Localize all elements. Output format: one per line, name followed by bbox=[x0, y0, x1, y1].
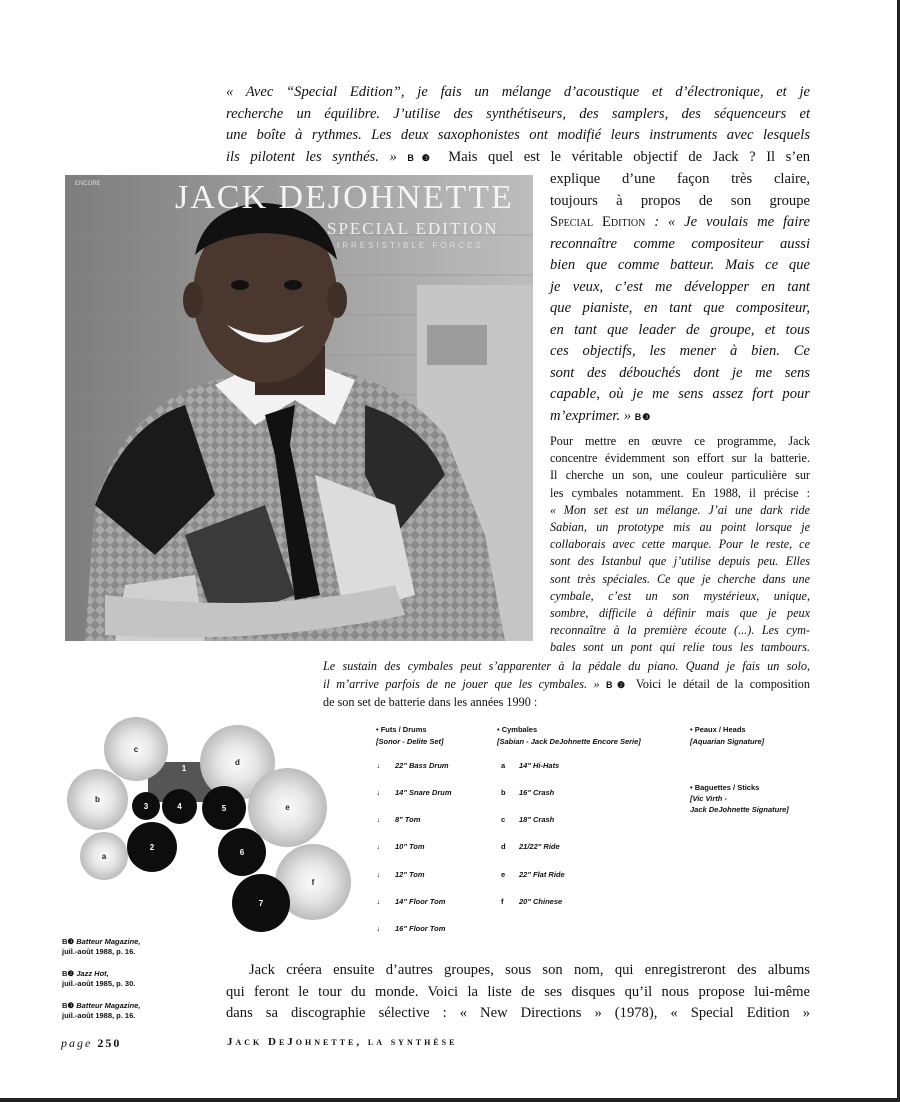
cymbal-item: 14" Hi-Hats bbox=[519, 761, 560, 770]
note-icon: ♩ bbox=[377, 815, 385, 824]
quote-right-line-1: explique d’une façon très claire, bbox=[550, 171, 810, 187]
cymbal-letter: c bbox=[501, 815, 506, 824]
source-date: juil.-août 1988, p. 16. bbox=[62, 947, 136, 956]
paragraph-line: Pour mettre en œuvre ce programme, Jack bbox=[550, 434, 810, 448]
quote-right-line: que pianiste, en tant que compositeur, bbox=[550, 300, 810, 316]
paragraph-line: sombre, difficile à définir mais que je peux bbox=[550, 606, 810, 621]
source-ref: B❸ bbox=[407, 152, 438, 163]
album-cover-photo bbox=[65, 175, 533, 641]
paragraph-line: reconnaître à la première écoute (...). Les cym- bbox=[550, 623, 810, 638]
cymbal-e: e bbox=[248, 768, 327, 847]
tom-4: 4 bbox=[162, 789, 197, 824]
paragraph-discography bbox=[226, 960, 810, 1025]
source-title: Batteur Magazine, bbox=[76, 1001, 141, 1010]
source-notes bbox=[62, 937, 182, 1033]
paragraph-kit-intro bbox=[323, 658, 810, 712]
paragraph-line: concentre évidemment son effort sur la batterie. bbox=[550, 451, 810, 466]
heads-header bbox=[690, 724, 764, 748]
cymbal-letter: d bbox=[501, 842, 506, 851]
quote-right-line: en tant que leader de groupe, et tous bbox=[550, 321, 810, 338]
sticks-brand-2: Jack DeJohnette Signature] bbox=[690, 805, 789, 814]
quote-right-line: je veux, c’est me développer en tant bbox=[550, 278, 810, 295]
quote-top-line-4-italic: ils pilotent les synthés. » bbox=[226, 148, 408, 165]
drum-row bbox=[377, 842, 425, 852]
paragraph-line: sont des Istanbul que j’utilise depuis peu. Elles bbox=[550, 554, 810, 569]
bass-drum: 1 bbox=[148, 762, 220, 802]
sticks-header bbox=[690, 782, 789, 815]
cymbal-row bbox=[501, 842, 560, 852]
quote-right bbox=[550, 169, 810, 428]
cymbal-letter: a bbox=[501, 761, 506, 770]
paragraph-line: de son set de batterie dans les années 1990 : bbox=[323, 695, 538, 710]
paragraph-line: « Mon set est un mélange. J’ai une dark ride bbox=[550, 502, 810, 517]
sticks-title: • Baguettes / Sticks bbox=[690, 783, 760, 792]
cymbal-d: d bbox=[200, 725, 275, 800]
snare-drum-2: 2 bbox=[127, 822, 177, 872]
paragraph-line: sont très spéciales. Ce que je cherche dans une bbox=[550, 571, 810, 586]
drums-brand: [Sonor - Delite Set] bbox=[376, 737, 444, 746]
paragraph-cymbals bbox=[550, 433, 810, 657]
paragraph-line: cymbale, c’est un son mystérieux, unique, bbox=[550, 588, 810, 603]
cymbals-title: • Cymbales bbox=[497, 725, 538, 734]
paragraph-line: bales sont un pont qui relie tous les tambours. bbox=[550, 640, 810, 655]
drum-item: 14" Snare Drum bbox=[395, 788, 452, 797]
cymbal-row bbox=[501, 815, 554, 825]
paragraph-line: Jack créera ensuite d’autres groupes, sous son nom, qui enregistreront des albums bbox=[249, 962, 810, 978]
quote-right-line: bien que comme batteur. Mais ce que bbox=[550, 257, 810, 273]
quote-right-line: ces objectifs, les mener à bien. Ce bbox=[550, 343, 810, 359]
paragraph-line-normal: Voici le détail de la composition bbox=[629, 676, 810, 691]
note-icon: ♩ bbox=[377, 924, 385, 933]
drum-row bbox=[377, 870, 425, 880]
cymbal-item: 22" Flat Ride bbox=[519, 870, 565, 879]
source-ref: B❷ bbox=[62, 969, 75, 978]
quote-right-line: capable, où je me sens assez fort pour bbox=[550, 386, 810, 402]
cymbal-item: 20" Chinese bbox=[519, 897, 563, 906]
note-icon: ♩ bbox=[377, 761, 385, 770]
page-num: 250 bbox=[97, 1036, 122, 1050]
quote-right-line-3-rest: : « Je voulais me faire bbox=[645, 214, 810, 230]
quote-right-last-text: m’exprimer. » bbox=[550, 407, 635, 424]
drum-item: 22" Bass Drum bbox=[395, 761, 449, 770]
cymbal-row bbox=[501, 761, 559, 771]
source-title: Batteur Magazine, bbox=[76, 937, 141, 946]
cymbal-item: 18" Crash bbox=[519, 815, 555, 824]
note-icon: ♩ bbox=[377, 842, 385, 851]
sticks-brand-1: [Vic Virth - bbox=[690, 794, 727, 803]
cymbal-row bbox=[501, 788, 554, 798]
paragraph-line: qui feront le tour du monde. Voici la liste de ses disques qu’il nous propose lui-même bbox=[226, 983, 810, 1000]
drum-row bbox=[377, 761, 449, 771]
paragraph-line bbox=[323, 676, 810, 695]
quote-top-line-4-normal: Mais quel est le véritable objectif de Jack ? Il s’en bbox=[437, 148, 810, 165]
tom-3: 3 bbox=[132, 792, 160, 820]
source-note bbox=[62, 937, 182, 957]
tom-5: 5 bbox=[202, 786, 246, 830]
quote-top-line-4 bbox=[226, 147, 810, 170]
floor-tom-6: 6 bbox=[218, 828, 266, 876]
drum-item: 8" Tom bbox=[395, 815, 421, 824]
drum-row bbox=[377, 788, 452, 798]
cymbal-row bbox=[501, 870, 565, 880]
drum-item: 16" Floor Tom bbox=[395, 924, 446, 933]
cymbal-a: a bbox=[80, 832, 128, 880]
source-ref: B❷ bbox=[606, 679, 630, 690]
heads-title: • Peaux / Heads bbox=[690, 725, 746, 734]
heads-brand: [Aquarian Signature] bbox=[690, 737, 765, 746]
source-note bbox=[62, 1001, 182, 1021]
cymbal-c: c bbox=[104, 717, 168, 781]
running-head: Jack DeJohnette, la synthèse bbox=[227, 1036, 458, 1048]
note-icon: ♩ bbox=[377, 788, 385, 797]
quote-right-line-2: toujours à propos de son groupe bbox=[550, 192, 810, 209]
quote-top-line-3: une boîte à rythmes. Les deux saxophonistes ont modifié leurs instruments avec lesquels bbox=[226, 127, 810, 143]
paragraph-line-italic: il m’arrive parfois de ne jouer que les cymbales. » bbox=[323, 676, 607, 691]
source-ref: B❸ bbox=[634, 411, 652, 422]
album-subtitle: SPECIAL EDITION bbox=[327, 219, 499, 238]
cymbal-b: b bbox=[67, 769, 128, 830]
source-title: Jazz Hot, bbox=[76, 969, 109, 978]
paragraph-line: Il cherche un son, une couleur particulière sur bbox=[550, 468, 810, 483]
drums-header bbox=[376, 724, 444, 748]
quote-top-line-1: « Avec “Special Edition”, je fais un mélange d’acoustique et d’électronique, et je bbox=[226, 84, 810, 100]
drum-item: 10" Tom bbox=[395, 842, 425, 851]
source-ref: B❸ bbox=[62, 1001, 75, 1010]
source-date: juil.-août 1985, p. 30. bbox=[62, 979, 136, 988]
note-icon: ♩ bbox=[377, 870, 385, 879]
cymbals-brand: [Sabian - Jack DeJohnette Encore Serie] bbox=[497, 737, 641, 746]
page-number bbox=[61, 1036, 121, 1051]
cymbal-item: 16" Crash bbox=[519, 788, 555, 797]
paragraph-line: Sabian, un prototype mis au point lorsque je bbox=[550, 520, 810, 535]
paragraph-line: dans sa discographie sélective : « New Directions » (1978), « Special Edition » bbox=[226, 1005, 810, 1021]
quote-top bbox=[226, 82, 810, 169]
page-edge-bottom bbox=[0, 1098, 900, 1102]
cymbals-header bbox=[497, 724, 641, 748]
paragraph-line: Le sustain des cymbales peut s’apparenter à la pédale du piano. Quand je fais un solo, bbox=[323, 659, 810, 673]
quote-right-line-3 bbox=[550, 212, 810, 234]
group-name: Special Edition bbox=[550, 214, 646, 230]
paragraph-line: les cymbales notamment. En 1988, il précise : bbox=[550, 485, 810, 500]
album-label: ENCORE bbox=[75, 181, 101, 187]
page-word: page bbox=[61, 1036, 93, 1050]
cymbal-letter: e bbox=[501, 870, 506, 879]
floor-tom-7: 7 bbox=[232, 874, 290, 932]
cymbal-letter: b bbox=[501, 788, 506, 797]
drums-title: • Futs / Drums bbox=[376, 725, 427, 734]
drum-row bbox=[377, 815, 420, 825]
quote-right-last bbox=[550, 406, 810, 429]
quote-top-line-2: recherche un équilibre. J’utilise des synthétiseurs, des samplers, des séquenceurs et bbox=[226, 105, 810, 122]
drum-kit-diagram bbox=[60, 712, 360, 937]
cymbal-letter: f bbox=[501, 897, 504, 906]
source-date: juil.-août 1988, p. 16. bbox=[62, 1011, 136, 1020]
drum-item: 14" Floor Tom bbox=[395, 897, 446, 906]
source-note bbox=[62, 969, 182, 989]
quote-right-line: reconnaître comme compositeur aussi bbox=[550, 235, 810, 252]
cymbal-item: 21/22" Ride bbox=[519, 842, 560, 851]
cymbal-f: f bbox=[275, 844, 351, 920]
note-icon: ♩ bbox=[377, 897, 385, 906]
quote-right-line: sont des débouchés dont je me sens bbox=[550, 364, 810, 381]
paragraph-line: collaborais avec cette marque. Pour le reste, ce bbox=[550, 537, 810, 552]
drum-item: 12" Tom bbox=[395, 870, 425, 879]
drum-row bbox=[377, 897, 445, 907]
drum-row bbox=[377, 924, 445, 934]
album-artist: JACK DEJOHNETTE bbox=[175, 179, 514, 216]
cymbal-row bbox=[501, 897, 562, 907]
source-ref: B❸ bbox=[62, 937, 75, 946]
album-tagline: IRRESISTIBLE FORCES bbox=[337, 241, 484, 250]
